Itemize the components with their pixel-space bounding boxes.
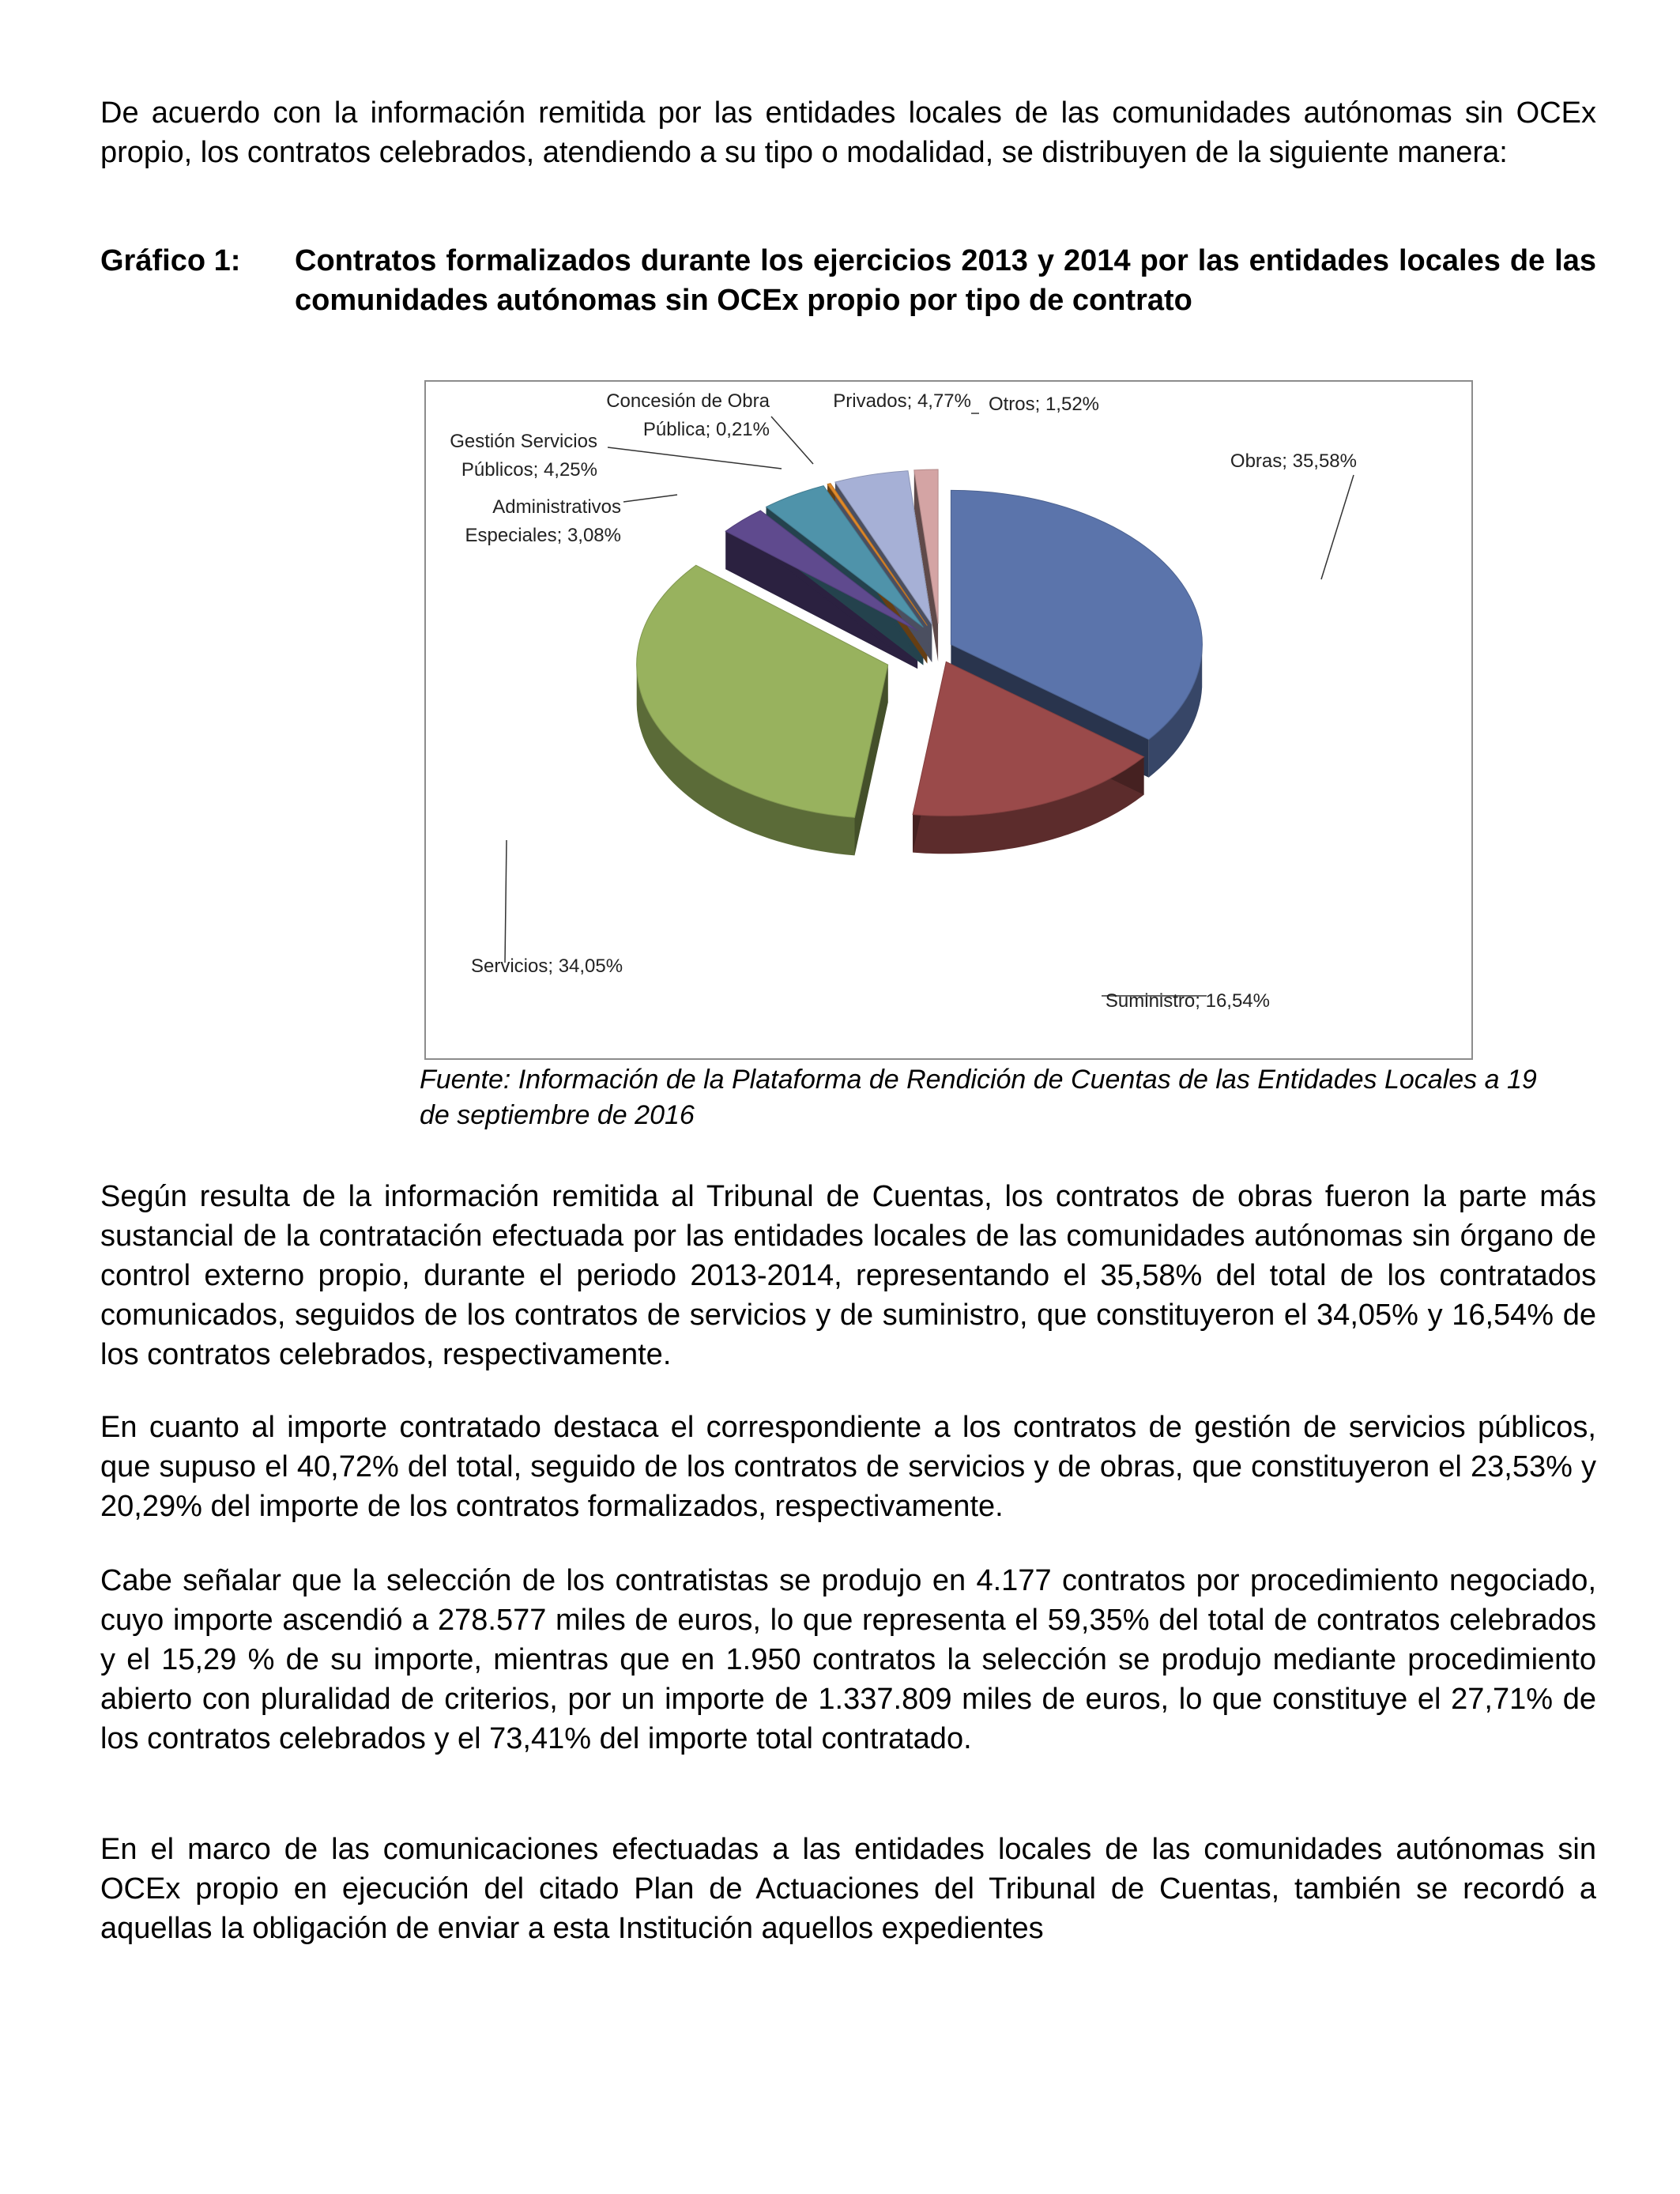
pie-leader-line [771, 417, 813, 464]
pie-label: Servicios; 34,05% [471, 956, 623, 977]
paragraph-4: En el marco de las comunicaciones efectuadas a las entidades locales de las comunidades autónomas sin OCEx propio en ejecución del citado Plan de Actuaciones del Tribunal de Cuentas, también se recordó a aquellas la obligación de enviar a esta Institución aquellos expedientes [100, 1833, 1596, 1945]
pie-label: Pública; 0,21% [642, 419, 770, 440]
pie-leader-line [623, 495, 677, 502]
paragraph-2: En cuanto al importe contratado destaca el correspondiente a los contratos de gestión de servicios públicos, que supuso el 40,72% del total, seguido de los contratos de servicios y de obras, que constituyeron el 23,53% y 20,29% del importe de los contratos formalizados, respectivamente. [100, 1411, 1596, 1523]
paragraph-3: Cabe señalar que la selección de los contratistas se produjo en 4.177 contratos por procedimiento negociado, cuyo importe ascendió a 278.577 miles de euros, lo que representa el 59,35% del total de contratos celebrados y el 15,29 % de su importe, mientras que en 1.950 contratos la selección se produjo mediante procedimiento abierto con pluralidad de criterios, por un importe de 1.337.809 miles de euros, lo que constituye el 27,71% de los contratos celebrados y el 73,41% del importe total contratado. [100, 1564, 1596, 1755]
pie-label: Otros; 1,52% [988, 394, 1099, 415]
paragraph-1: Según resulta de la información remitida al Tribunal de Cuentas, los contratos de obras fueron la parte más sustancial de la contratación efectuada por las entidades locales de las comunidades autónomas sin órgano de control externo propio, durante el periodo 2013-2014, representando el 35,58% del total de los contratados comunicados, seguidos de los contratos de servicios y de suministro, que constituyeron el 34,05% y 16,54% de los contratos celebrados, respectivamente. [100, 1180, 1596, 1371]
pie-label: Públicos; 4,25% [461, 459, 597, 481]
pie-chart [424, 380, 1473, 1060]
figure-number: Gráfico 1: [100, 244, 241, 277]
pie-leader-line [1321, 475, 1354, 579]
pie-label: Obras; 35,58% [1230, 450, 1357, 472]
pie-label: Concesión de Obra [606, 390, 770, 412]
pie-chart-svg [426, 382, 1475, 1061]
intro-paragraph: De acuerdo con la información remitida por las entidades locales de las comunidades autónomas sin OCEx propio, los contratos celebrados, atendiendo a su tipo o modalidad, se distribuyen de la siguiente manera: [100, 96, 1596, 169]
pie-label: Privados; 4,77% [833, 390, 971, 412]
pie-label: Administrativos [492, 496, 621, 518]
pie-leader-line [505, 840, 507, 963]
pie-leader-line [608, 447, 782, 469]
pie-label: Gestión Servicios [450, 431, 597, 452]
figure-title-text: Contratos formalizados durante los ejercicios 2013 y 2014 por las entidades locales de las comunidades autónomas sin OCEx propio por tipo de contrato [295, 244, 1596, 317]
pie-label: Suministro; 16,54% [1105, 990, 1270, 1012]
pie-label: Especiales; 3,08% [465, 525, 621, 546]
figure-source: Fuente: Información de la Plataforma de Rendición de Cuentas de las Entidades Locales a 19 de septiembre de 2016 [420, 1065, 1537, 1130]
